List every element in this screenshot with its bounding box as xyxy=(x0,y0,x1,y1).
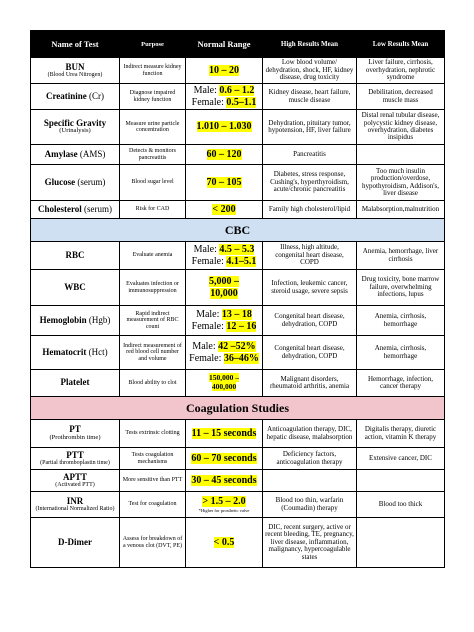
table-row-platelet xyxy=(31,370,445,397)
test-purpose: Evaluates infection or immunosuppression xyxy=(120,270,186,306)
high-results: Malignant disorders, rheumatoid arthritis, anemia xyxy=(263,370,357,397)
header-normal-range: Normal Range xyxy=(186,31,263,58)
male-label: Male: xyxy=(193,244,217,255)
low-results: Debilitation, decreased muscle mass xyxy=(357,84,445,110)
range-line-1: 150,000 – xyxy=(209,373,239,383)
test-abbrev: (Cr) xyxy=(89,90,105,101)
low-results: Anemia, hemorrhage, liver cirrhosis xyxy=(357,242,445,270)
test-name: APTT xyxy=(62,471,87,482)
test-name: RBC xyxy=(65,249,85,260)
normal-range: 30 – 45 seconds xyxy=(191,474,257,486)
male-range: 13 – 18 xyxy=(221,309,252,320)
test-purpose: Tests extrinsic clotting xyxy=(120,420,186,448)
header-high-results: High Results Mean xyxy=(263,31,357,58)
table-row-d-dimer xyxy=(31,518,445,568)
header-low-results: Low Results Mean xyxy=(357,31,445,58)
section-title: CBC xyxy=(31,219,445,242)
test-name-cell xyxy=(31,492,120,518)
test-subname: (Blood Urea Nitrogen) xyxy=(47,72,103,79)
header-row xyxy=(31,31,445,58)
test-name: BUN xyxy=(65,61,85,72)
normal-range: 60 – 70 seconds xyxy=(191,452,257,464)
test-name: Hemoglobin xyxy=(39,314,87,325)
test-name-cell xyxy=(31,470,120,492)
test-abbrev: (Hct) xyxy=(88,346,108,357)
test-name-cell xyxy=(31,370,120,397)
range-line-1: 5,000 – xyxy=(209,276,239,287)
section-title: Coagulation Studies xyxy=(31,397,445,420)
test-name-cell xyxy=(31,242,120,270)
test-name-cell xyxy=(31,110,120,145)
test-purpose: Indirect measure kidney function xyxy=(120,58,186,84)
test-subname: (Urinalysis) xyxy=(59,127,91,135)
table-row-ptt xyxy=(31,448,445,470)
test-purpose: Diagnose impaired kidney function xyxy=(120,84,186,110)
normal-range-cell xyxy=(186,448,263,470)
normal-range-cell xyxy=(186,370,263,397)
test-name-cell xyxy=(31,58,120,84)
header-purpose: Purpose xyxy=(120,31,186,58)
normal-range-cell xyxy=(186,420,263,448)
low-results: Hemorrhage, infection, cancer therapy xyxy=(357,370,445,397)
table-row-rbc xyxy=(31,242,445,270)
high-results: Pancreatitis xyxy=(263,145,357,165)
test-abbrev: (Hgb) xyxy=(88,314,111,325)
test-name-cell xyxy=(31,306,120,336)
test-name: PT xyxy=(69,424,81,435)
normal-range-cell xyxy=(186,306,263,336)
normal-range: 10 – 20 xyxy=(209,64,239,76)
test-subname: (International Normalized Ratio) xyxy=(35,506,115,513)
high-results xyxy=(263,470,357,492)
female-label: Female: xyxy=(191,255,224,267)
test-name-cell xyxy=(31,448,120,470)
test-abbrev: (serum) xyxy=(77,176,106,187)
test-subname: (Activated PTT) xyxy=(55,482,95,489)
normal-range-cell xyxy=(186,165,263,201)
male-range: 42 –52% xyxy=(218,341,256,352)
high-results: Blood too thin, warfarin (Coumadin) therapy xyxy=(263,492,357,518)
range-line-2: 10,000 xyxy=(210,287,238,299)
normal-range-cell xyxy=(186,518,263,568)
high-results: Deficiency factors, anticoagulation therapy xyxy=(263,448,357,470)
high-results: Kidney disease, heart failure, muscle disease xyxy=(263,84,357,110)
low-results xyxy=(357,145,445,165)
female-range: 0.5–1.1 xyxy=(226,96,257,108)
female-label: Female: xyxy=(189,352,222,364)
normal-range-cell xyxy=(186,270,263,306)
normal-range: < 200 xyxy=(212,203,236,215)
high-results: Anticoagulation therapy, DIC, hepatic disease, malabsorption xyxy=(263,420,357,448)
normal-range-cell xyxy=(186,58,263,84)
low-results: Digitalis therapy, diuretic action, vitamin K therapy xyxy=(357,420,445,448)
test-name-cell xyxy=(31,84,120,110)
normal-range: 60 – 120 xyxy=(206,148,242,160)
test-name: D-Dimer xyxy=(58,536,92,547)
high-results: Infection, leukemic cancer, steroid usage, severe sepsis xyxy=(263,270,357,306)
low-results: Liver failure, cirrhosis, overhydration, nephrotic syndrome xyxy=(357,58,445,84)
test-name: Cholesterol xyxy=(37,203,82,214)
table-row-creatinine xyxy=(31,84,445,110)
table-row-hematocrit xyxy=(31,336,445,370)
male-range: 4.5 – 5.3 xyxy=(219,244,255,255)
header-name-of-test: Name of Test xyxy=(31,31,120,58)
test-purpose: Evaluate anemia xyxy=(120,242,186,270)
normal-range: 1.010 – 1.030 xyxy=(196,121,252,133)
low-results xyxy=(357,518,445,568)
test-name-cell xyxy=(31,518,120,568)
high-results: Congenital heart disease, dehydration, COPD xyxy=(263,336,357,370)
test-subname: (Prothrombin time) xyxy=(49,433,101,441)
table-row-specific-gravity xyxy=(31,110,445,145)
range-line-2: 400,000 xyxy=(211,382,237,391)
low-results: Blood too thick xyxy=(357,492,445,518)
test-name: INR xyxy=(66,495,84,506)
low-results: Extensive cancer, DIC xyxy=(357,448,445,470)
test-purpose: Detects & monitors pancreatitis xyxy=(120,145,186,165)
normal-range-cell xyxy=(186,110,263,145)
low-results: Malabsorption,malnutrition xyxy=(357,201,445,219)
test-name: PTT xyxy=(66,449,84,460)
section-row-coagulation xyxy=(31,397,445,420)
high-results: Congenital heart disease, dehydration, COPD xyxy=(263,306,357,336)
low-results: Drug toxicity, bone marrow failure, overwhelming infections, lupus xyxy=(357,270,445,306)
male-label: Male: xyxy=(193,85,217,96)
table-row-bun xyxy=(31,58,445,84)
table-row-glucose xyxy=(31,165,445,201)
female-range: 36–46% xyxy=(223,352,259,364)
table-row-hemoglobin xyxy=(31,306,445,336)
low-results: Anemia, cirrhosis, hemorrhage xyxy=(357,306,445,336)
table-row-cholesterol xyxy=(31,201,445,219)
female-range: 4.1–5.1 xyxy=(226,255,257,267)
test-name-cell xyxy=(31,201,120,219)
test-name-cell xyxy=(31,420,120,448)
test-purpose: More sensitive than PTT xyxy=(120,470,186,492)
test-purpose: Indirect measurement of red blood cell number and volume xyxy=(120,336,186,370)
test-purpose: Test for coagulation xyxy=(120,492,186,518)
high-results: Illness, high altitude, congenital heart disease, COPD xyxy=(263,242,357,270)
male-label: Male: xyxy=(196,309,220,320)
test-name: Hematocrit xyxy=(42,346,87,357)
low-results: Too much insulin production/overdose, hypothyroidism, Addison's, liver disease xyxy=(357,165,445,201)
normal-range-cell xyxy=(186,242,263,270)
male-label: Male: xyxy=(192,341,216,352)
test-purpose: Blood ability to clot xyxy=(120,370,186,397)
normal-range-cell xyxy=(186,492,263,518)
section-row-cbc xyxy=(31,219,445,242)
test-purpose: Blood sugar level xyxy=(120,165,186,201)
normal-range-cell xyxy=(186,145,263,165)
normal-range: 11 – 15 seconds xyxy=(191,427,257,439)
female-label: Female: xyxy=(191,96,224,108)
normal-range-cell xyxy=(186,84,263,110)
test-abbrev: (AMS) xyxy=(79,148,106,159)
high-results: DIC, recent surgery, active or recent bleeding, TE, pregnancy, liver disease, inflammation, malignancy, hypercoagulable states xyxy=(263,518,357,568)
normal-range-cell xyxy=(186,336,263,370)
normal-range: 70 – 105 xyxy=(206,176,242,188)
test-name-cell xyxy=(31,165,120,201)
table-row-aptt xyxy=(31,470,445,492)
male-range: 0.6 – 1.2 xyxy=(219,85,255,96)
female-range: 12 – 16 xyxy=(226,320,257,332)
test-subname: (Partial thromboplastin time) xyxy=(40,460,110,467)
test-name-cell xyxy=(31,145,120,165)
table-row-pt xyxy=(31,420,445,448)
range-footnote: *Higher for prosthetic valve xyxy=(198,507,250,513)
low-results: Distal renal tubular disease, polycystic kidney disease, overhydration, diabetes insipidus xyxy=(357,110,445,145)
test-name: Platelet xyxy=(60,377,90,388)
table-row-inr xyxy=(31,492,445,518)
table-row-amylase xyxy=(31,145,445,165)
test-name: Amylase xyxy=(44,148,78,159)
high-results: Low blood volume/ dehydration, shock, HF, kidney disease, drug toxicity xyxy=(263,58,357,84)
test-name: Specific Gravity xyxy=(43,117,107,128)
test-name: Glucose xyxy=(44,176,76,187)
high-results: Dehydration, pituitary tumor, hypotension, HF, liver failure xyxy=(263,110,357,145)
normal-range: < 0.5 xyxy=(213,536,235,548)
low-results: Anemia, cirrhosis, hemorrhage xyxy=(357,336,445,370)
test-purpose: Measure urine particle concentration xyxy=(120,110,186,145)
test-abbrev: (serum) xyxy=(84,203,113,214)
low-results xyxy=(357,470,445,492)
female-label: Female: xyxy=(191,320,224,332)
test-name: Creatinine xyxy=(45,90,87,101)
test-purpose: Rapid indirect measurement of RBC count xyxy=(120,306,186,336)
normal-range: > 1.5 – 2.0 xyxy=(202,496,246,508)
lab-values-table xyxy=(30,30,445,568)
high-results: Diabetes, stress response, Cushing's, hyperthyroidism, acute/chronic pancreatitis xyxy=(263,165,357,201)
table-row-wbc xyxy=(31,270,445,306)
test-purpose: Tests coagulation mechanisms xyxy=(120,448,186,470)
test-name: WBC xyxy=(64,281,86,292)
test-name-cell xyxy=(31,270,120,306)
test-purpose: Assess for breakdown of a venous clot (DVT, PE) xyxy=(120,518,186,568)
test-purpose: Risk for CAD xyxy=(120,201,186,219)
high-results: Family high cholesterol/lipid xyxy=(263,201,357,219)
normal-range-cell xyxy=(186,470,263,492)
normal-range-cell xyxy=(186,201,263,219)
test-name-cell xyxy=(31,336,120,370)
